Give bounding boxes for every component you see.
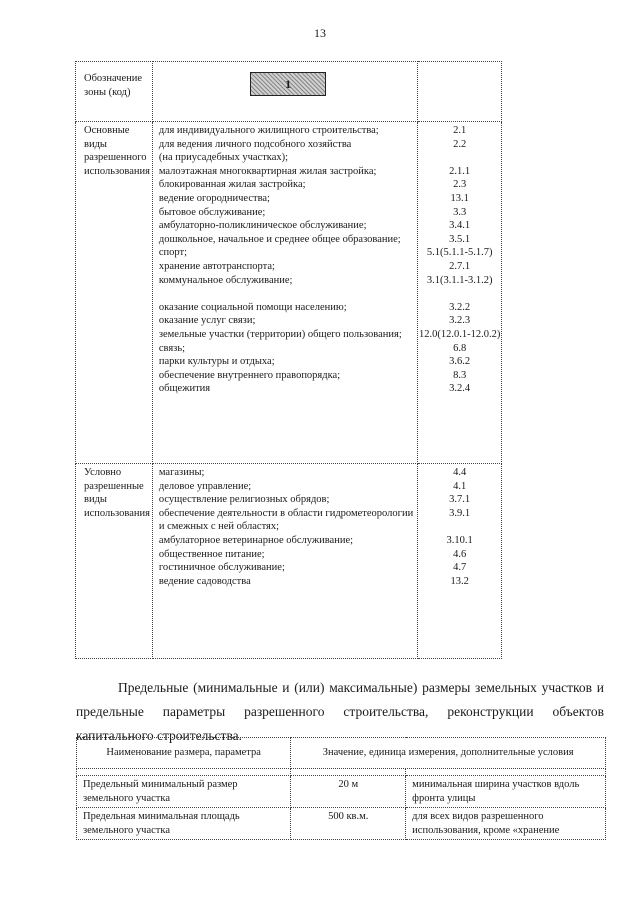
main_uses-use-code: 3.1(3.1.1-3.1.2) <box>426 274 493 286</box>
parameter-value: 20 м <box>291 776 406 808</box>
main-uses-name-list <box>159 124 417 396</box>
main_uses-use-code: 2.2 <box>453 138 467 150</box>
main_uses-use-name: спорт; <box>158 247 188 259</box>
main_uses-use-name: амбулаторно-поликлиническое обслуживание; <box>158 220 367 232</box>
zone-code-cell <box>152 62 417 122</box>
main_uses-use-name: ведение огородничества; <box>158 192 270 204</box>
main-uses-row <box>76 122 502 464</box>
zone-table <box>75 61 502 659</box>
page-number: 13 <box>314 26 326 40</box>
parameter-condition: минимальная ширина участков вдоль фронта улицы <box>406 776 606 808</box>
main_uses-use-code: 3.4.1 <box>449 220 471 232</box>
parameters-table <box>76 737 606 840</box>
main_uses-use-name: связь; <box>158 342 186 354</box>
conditional-uses-name-list <box>159 466 417 588</box>
conditional_uses-use-code <box>418 520 501 534</box>
conditional_uses-use-code: 3.10.1 <box>446 534 473 546</box>
conditional_uses-use-name: ведение садоводства <box>158 575 251 587</box>
conditional_uses-use-code: 3.7.1 <box>449 494 471 506</box>
main_uses-use-code: 8.3 <box>453 369 467 381</box>
main_uses-use-name: общежития <box>158 383 211 395</box>
parameters-row <box>77 776 606 808</box>
conditional_uses-use-code: 4.7 <box>453 562 467 574</box>
conditional_uses-use-name: обеспечение деятельности в области гидрометеорологии <box>158 507 414 519</box>
main-uses-label: Основные виды разрешенного использования <box>76 122 153 464</box>
parameter-condition: для всех видов разрешенного использования, кроме «хранение <box>406 808 606 840</box>
main_uses-use-code <box>418 151 501 165</box>
main_uses-use-name: обеспечение внутреннего правопорядка; <box>158 369 341 381</box>
main_uses-use-name: малоэтажная многоквартирная жилая застройка; <box>158 165 377 177</box>
zone-code: 1 <box>250 72 326 96</box>
main-uses-codes-cell <box>418 122 502 464</box>
main_uses-use-name: бытовое обслуживание; <box>158 206 266 218</box>
main_uses-use-name: (на приусадебных участках); <box>158 152 289 164</box>
conditional-uses-label: Условно разрешенные виды использования <box>76 464 153 659</box>
spacer-cell <box>291 769 406 776</box>
zone-code-empty-cell <box>418 62 502 122</box>
conditional_uses-use-code: 4.4 <box>453 467 467 478</box>
conditional_uses-use-name: осуществление религиозных обрядов; <box>158 494 330 506</box>
conditional-uses-row <box>76 464 502 659</box>
main-uses-code-list <box>418 124 501 396</box>
conditional_uses-use-code: 4.1 <box>453 480 467 492</box>
main_uses-use-code: 3.3 <box>453 206 467 218</box>
main_uses-use-name: дошкольное, начальное и среднее общее образование; <box>158 233 401 245</box>
conditional-uses-codes-cell <box>418 464 502 659</box>
spacer-cell <box>406 769 606 776</box>
spacer-cell <box>77 769 291 776</box>
zone-table-header-row <box>76 62 502 122</box>
main_uses-use-name: земельные участки (территории) общего пользования; <box>158 328 402 340</box>
main_uses-use-code: 3.2.4 <box>449 383 471 395</box>
parameter-value: 500 кв.м. <box>291 808 406 840</box>
main_uses-use-name: для ведения личного подсобного хозяйства <box>158 138 352 150</box>
main_uses-use-code: 2.1 <box>453 125 467 136</box>
conditional_uses-use-name: гостиничное обслуживание; <box>158 562 285 574</box>
main_uses-use-code: 5.1(5.1.1-5.1.7) <box>426 247 493 259</box>
main_uses-use-code: 3.5.1 <box>449 233 471 245</box>
main_uses-use-code: 3.2.2 <box>449 301 471 313</box>
parameters-header-row <box>77 738 606 769</box>
main_uses-use-code <box>418 287 501 301</box>
main_uses-use-name: парки культуры и отдыха; <box>158 356 275 368</box>
parameters-paragraph: Предельные (минимальные и (или) максимальные) размеры земельных участков и предельные параметры разрешенного строительства, реконструкции объектов капитального строительства. <box>76 679 604 743</box>
main_uses-use-name: коммунальное обслуживание; <box>158 274 293 286</box>
main_uses-use-code: 3.6.2 <box>449 356 471 368</box>
zone-label-cell: Обозначение зоны (код) <box>76 62 153 122</box>
parameters-header-value: Значение, единица измерения, дополнительные условия <box>291 738 606 769</box>
conditional_uses-use-code: 3.9.1 <box>449 507 471 519</box>
conditional_uses-use-code: 4.6 <box>453 548 467 560</box>
parameter-name: Предельная минимальная площадь земельного участка <box>77 808 291 840</box>
main_uses-use-code: 13.1 <box>450 192 469 204</box>
main_uses-use-code: 2.3 <box>453 179 467 191</box>
main_uses-use-name: хранение автотранспорта; <box>158 260 275 272</box>
conditional-uses-code-list <box>418 466 501 588</box>
main_uses-use-code: 12.0(12.0.1-12.0.2) <box>418 328 501 340</box>
main_uses-use-name: для индивидуального жилищного строительства; <box>158 125 379 136</box>
parameters-header-name: Наименование размера, параметра <box>77 738 291 769</box>
main_uses-use-code: 3.2.3 <box>449 315 471 327</box>
main_uses-use-name <box>159 287 417 301</box>
main_uses-use-code: 6.8 <box>453 342 467 354</box>
conditional_uses-use-name: амбулаторное ветеринарное обслуживание; <box>158 534 354 546</box>
main_uses-use-code: 2.7.1 <box>449 260 471 272</box>
main_uses-use-code: 2.1.1 <box>449 165 471 177</box>
main_uses-use-name: блокированная жилая застройка; <box>158 179 306 191</box>
conditional_uses-use-name: магазины; <box>158 467 205 478</box>
conditional_uses-use-name: деловое управление; <box>158 480 252 492</box>
main_uses-use-name: оказание социальной помощи населению; <box>158 301 347 313</box>
parameters-row <box>77 808 606 840</box>
conditional-uses-names-cell <box>152 464 417 659</box>
conditional_uses-use-name: и смежных с ней областях; <box>158 521 280 533</box>
parameters-spacer-row <box>77 769 606 776</box>
parameter-name: Предельный минимальный размер земельного участка <box>77 776 291 808</box>
conditional_uses-use-code: 13.2 <box>450 575 469 587</box>
main_uses-use-name: оказание услуг связи; <box>158 315 256 327</box>
conditional_uses-use-name: общественное питание; <box>158 548 265 560</box>
main-uses-names-cell <box>152 122 417 464</box>
